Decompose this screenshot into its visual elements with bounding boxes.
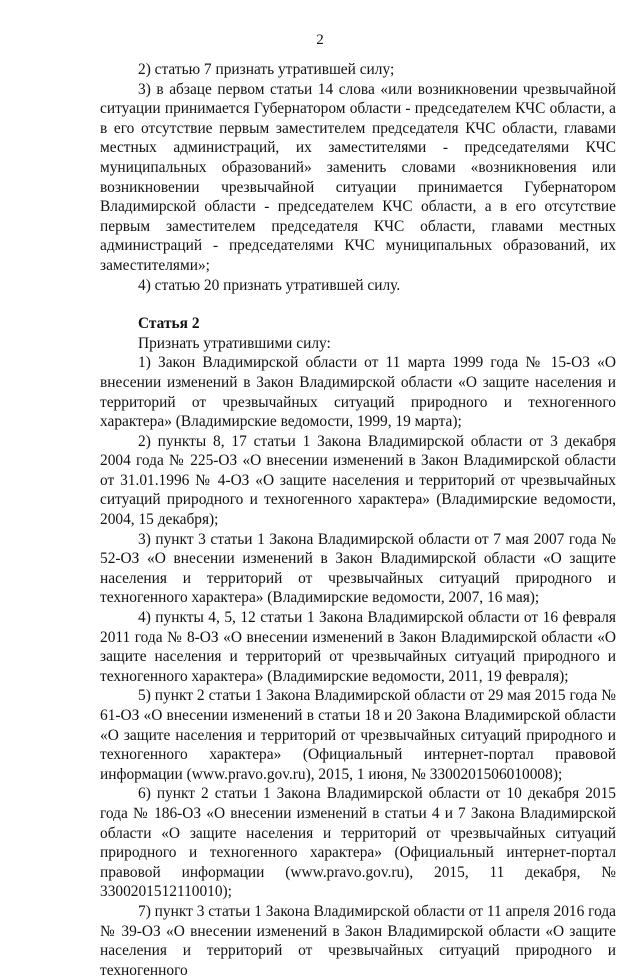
list-item: 1) Закон Владимирской области от 11 марта 1999 года № 15-ОЗ «О внесении изменений в Закон Владимирской области «О защите населения и территорий от чрезвычайных ситуаций природного и техногенного характера» (Владимирские ведомости, 1999, 19 марта);	[100, 354, 616, 431]
paragraph-item-2: 2) статью 7 признать утратившей силу;	[138, 61, 395, 78]
list-item: 4) пункты 4, 5, 12 статьи 1 Закона Владимирской области от 16 февраля 2011 года № 8-ОЗ «О внесении изменений в Закон Владимирской области «О защите населения и территорий от чрезвычайных ситуаций природного и техногенного характера» (Владимирские ведомости, 2011, 19 февраля);	[100, 609, 616, 685]
list-item: 3) пункт 3 статьи 1 Закона Владимирской области от 7 мая 2007 года № 52-ОЗ «О внесении изменений в Закон Владимирской области «О защите населения и территорий от чрезвычайных ситуаций природного и техногенного характера» (Владимирские ведомости, 2007, 16 мая);	[100, 530, 616, 607]
article-heading: Статья 2	[138, 315, 200, 333]
list-item: 6) пункт 2 статьи 1 Закона Владимирской области от 10 декабря 2015 года № 186-ОЗ «О внесении изменений в статьи 4 и 7 Закона Владимирской области «О защите населения и территорий от чрезвычайных ситуаций природного и техногенного характера» (Официальный интернет-портал правовой информации (www.pravo.gov.ru), 2015, 11 декабря, № 3300201512110010);	[100, 785, 616, 901]
paragraph-item-4: 4) статью 20 признать утратившей силу.	[138, 276, 401, 294]
list-item: 5) пункт 2 статьи 1 Закона Владимирской области от 29 мая 2015 года № 61-ОЗ «О внесении изменений в статьи 18 и 20 Закона Владимирской области «О защите населения и территорий от чрезвычайных ситуаций природного и техногенного характера» (Официальный интернет-портал правовой информации (www.pravo.gov.ru), 2015, 1 июня, № 3300201506010008);	[100, 687, 616, 783]
paragraph-item-3: 3) в абзаце первом статьи 14 слова «или возникновении чрезвычайной ситуации принимается Губернатором области - председателем КЧС области, а в его отсутствие первым заместителем председателя КЧС области, главами местных администраций, их заместителями - председателями КЧС муниципальных образований» заменить словами «возникновения или возникновении чрезвычайной ситуации принимается Губернатором Владимирской области - председателем КЧС области, а в его отсутствие первым заместителем председателя КЧС области, главами местных администраций - председателями КЧС муниципальных образований, их заместителями»;	[100, 80, 616, 274]
document-body	[100, 60, 616, 980]
page-number: 2	[316, 32, 324, 48]
article-intro: Признать утратившими силу:	[138, 334, 331, 352]
list-item: 7) пункт 3 статьи 1 Закона Владимирской области от 11 апреля 2016 года № 39-ОЗ «О внесении изменений в Закон Владимирской области «О защите населения и территорий от чрезвычайных ситуаций природного и техногенного	[100, 902, 616, 979]
list-item: 2) пункты 8, 17 статьи 1 Закона Владимирской области от 3 декабря 2004 года № 225-ОЗ «О внесении изменений в Закон Владимирской области от 31.01.1996 № 4-ОЗ «О защите населения и территорий от чрезвычайных ситуаций природного и техногенного характера» (Владимирские ведомости, 2004, 15 декабря);	[100, 432, 616, 529]
